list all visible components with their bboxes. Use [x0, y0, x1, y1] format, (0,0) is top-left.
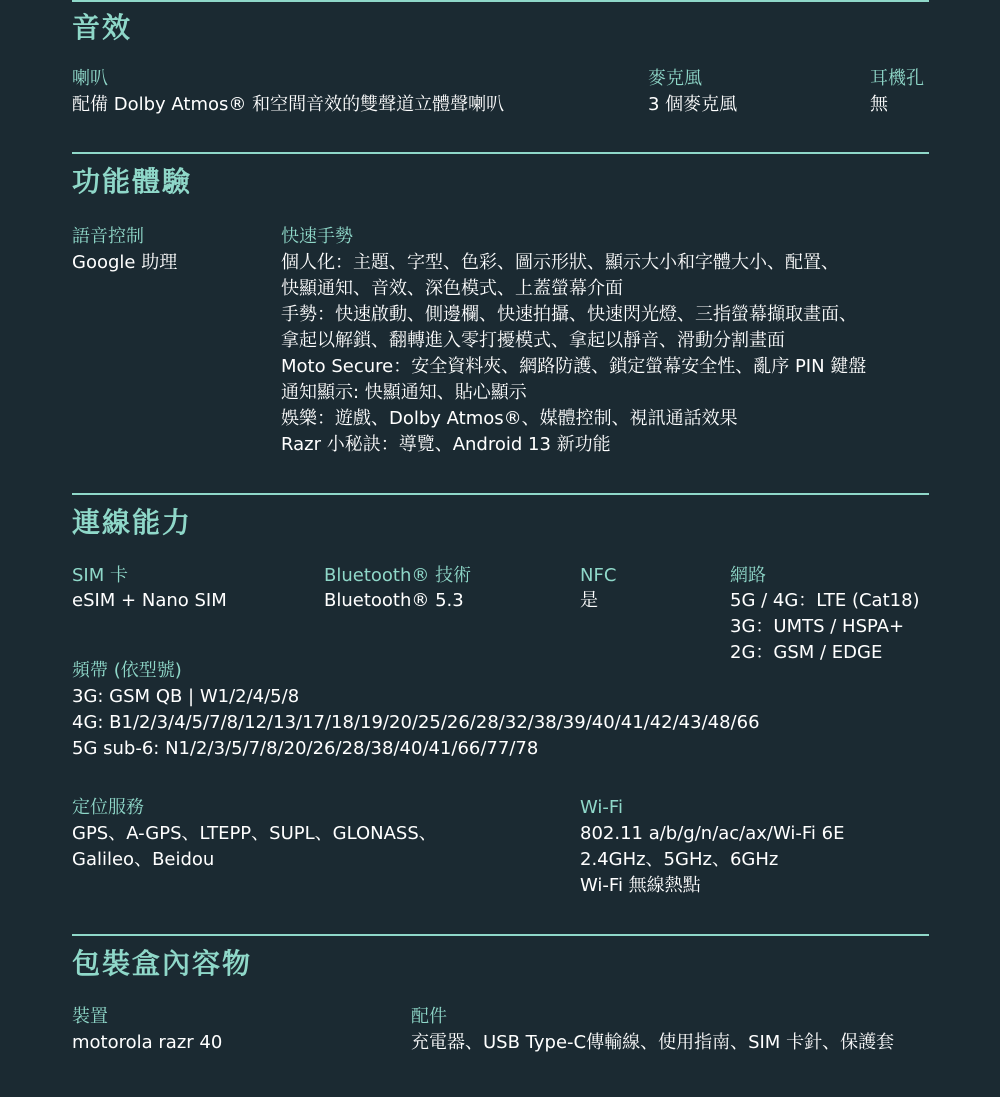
mic-value: 3 個麥克風 — [648, 94, 738, 115]
gestures-line: 手勢：快速啟動、側邊欄、快速拍攝、快速閃光燈、三指螢幕擷取畫面、 — [281, 304, 857, 325]
bluetooth-value: Bluetooth® 5.3 — [324, 590, 464, 611]
gestures-line: Moto Secure：安全資料夾、網路防護、鎖定螢幕安全性、亂序 PIN 鍵盤 — [281, 356, 867, 377]
location-list — [72, 821, 437, 873]
section-heading-sound: 音效 — [72, 11, 133, 44]
section-heading-box-contents: 包裝盒內容物 — [72, 947, 253, 980]
voice-control-label: 語音控制 — [72, 226, 144, 247]
gestures-line: 個人化：主題、字型、色彩、圖示形狀、顯示大小和字體大小、配置、 — [281, 252, 839, 273]
section-heading-features: 功能體驗 — [72, 165, 193, 198]
network-list — [730, 588, 920, 666]
wifi-line: 2.4GHz、5GHz、6GHz — [580, 849, 779, 870]
bands-line: 4G: B1/2/3/4/5/7/8/12/13/17/18/19/20/25/26/28/32/38/39/40/41/42/43/48/66 — [72, 712, 760, 733]
accessories-value: 充電器、USB Type-C傳輸線、使用指南、SIM 卡針、保護套 — [411, 1032, 895, 1053]
location-label: 定位服務 — [72, 797, 144, 818]
sim-value: eSIM + Nano SIM — [72, 590, 227, 611]
bluetooth-label: Bluetooth® 技術 — [324, 565, 472, 586]
gestures-line: Razr 小秘訣：導覽、Android 13 新功能 — [281, 434, 611, 455]
nfc-value: 是 — [580, 590, 598, 611]
network-line: 2G：GSM / EDGE — [730, 642, 883, 663]
gestures-line: 娛樂：遊戲、Dolby Atmos®、媒體控制、視訊通話效果 — [281, 408, 738, 429]
speaker-label: 喇叭 — [72, 68, 108, 89]
network-line: 3G：UMTS / HSPA+ — [730, 616, 905, 637]
bands-list — [72, 684, 760, 762]
bands-line: 5G sub-6: N1/2/3/5/7/8/20/26/28/38/40/41/66/77/78 — [72, 738, 539, 759]
jack-label: 耳機孔 — [870, 68, 924, 89]
location-line: Galileo、Beidou — [72, 849, 215, 870]
location-line: GPS、A-GPS、LTEPP、SUPL、GLONASS、 — [72, 823, 437, 844]
network-label: 網路 — [730, 565, 766, 586]
gestures-line: 快顯通知、音效、深色模式、上蓋螢幕介面 — [281, 278, 623, 299]
bands-line: 3G: GSM QB | W1/2/4/5/8 — [72, 686, 300, 707]
gestures-line: 拿起以解鎖、翻轉進入零打擾模式、拿起以靜音、滑動分割畫面 — [281, 330, 785, 351]
bands-label: 頻帶 (依型號) — [72, 660, 182, 681]
network-line: 5G / 4G：LTE (Cat18) — [730, 590, 920, 611]
device-label: 裝置 — [72, 1006, 108, 1027]
speaker-value: 配備 Dolby Atmos® 和空間音效的雙聲道立體聲喇叭 — [72, 94, 505, 115]
gestures-list — [281, 250, 866, 458]
section-divider — [72, 934, 929, 936]
wifi-list — [580, 821, 844, 899]
section-divider — [72, 152, 929, 154]
section-heading-connectivity: 連線能力 — [72, 506, 193, 539]
voice-control-value: Google 助理 — [72, 252, 178, 273]
nfc-label: NFC — [580, 565, 617, 586]
sim-label: SIM 卡 — [72, 565, 128, 586]
section-divider — [72, 493, 929, 495]
gestures-line: 通知顯示: 快顯通知、貼心顯示 — [281, 382, 527, 403]
wifi-line: Wi-Fi 無線熱點 — [580, 875, 701, 896]
accessories-label: 配件 — [411, 1006, 447, 1027]
device-value: motorola razr 40 — [72, 1032, 223, 1053]
wifi-label: Wi-Fi — [580, 797, 623, 818]
jack-value: 無 — [870, 94, 888, 115]
mic-label: 麥克風 — [648, 68, 702, 89]
top-divider — [72, 0, 929, 2]
gestures-label: 快速手勢 — [281, 226, 353, 247]
wifi-line: 802.11 a/b/g/n/ac/ax/Wi-Fi 6E — [580, 823, 845, 844]
